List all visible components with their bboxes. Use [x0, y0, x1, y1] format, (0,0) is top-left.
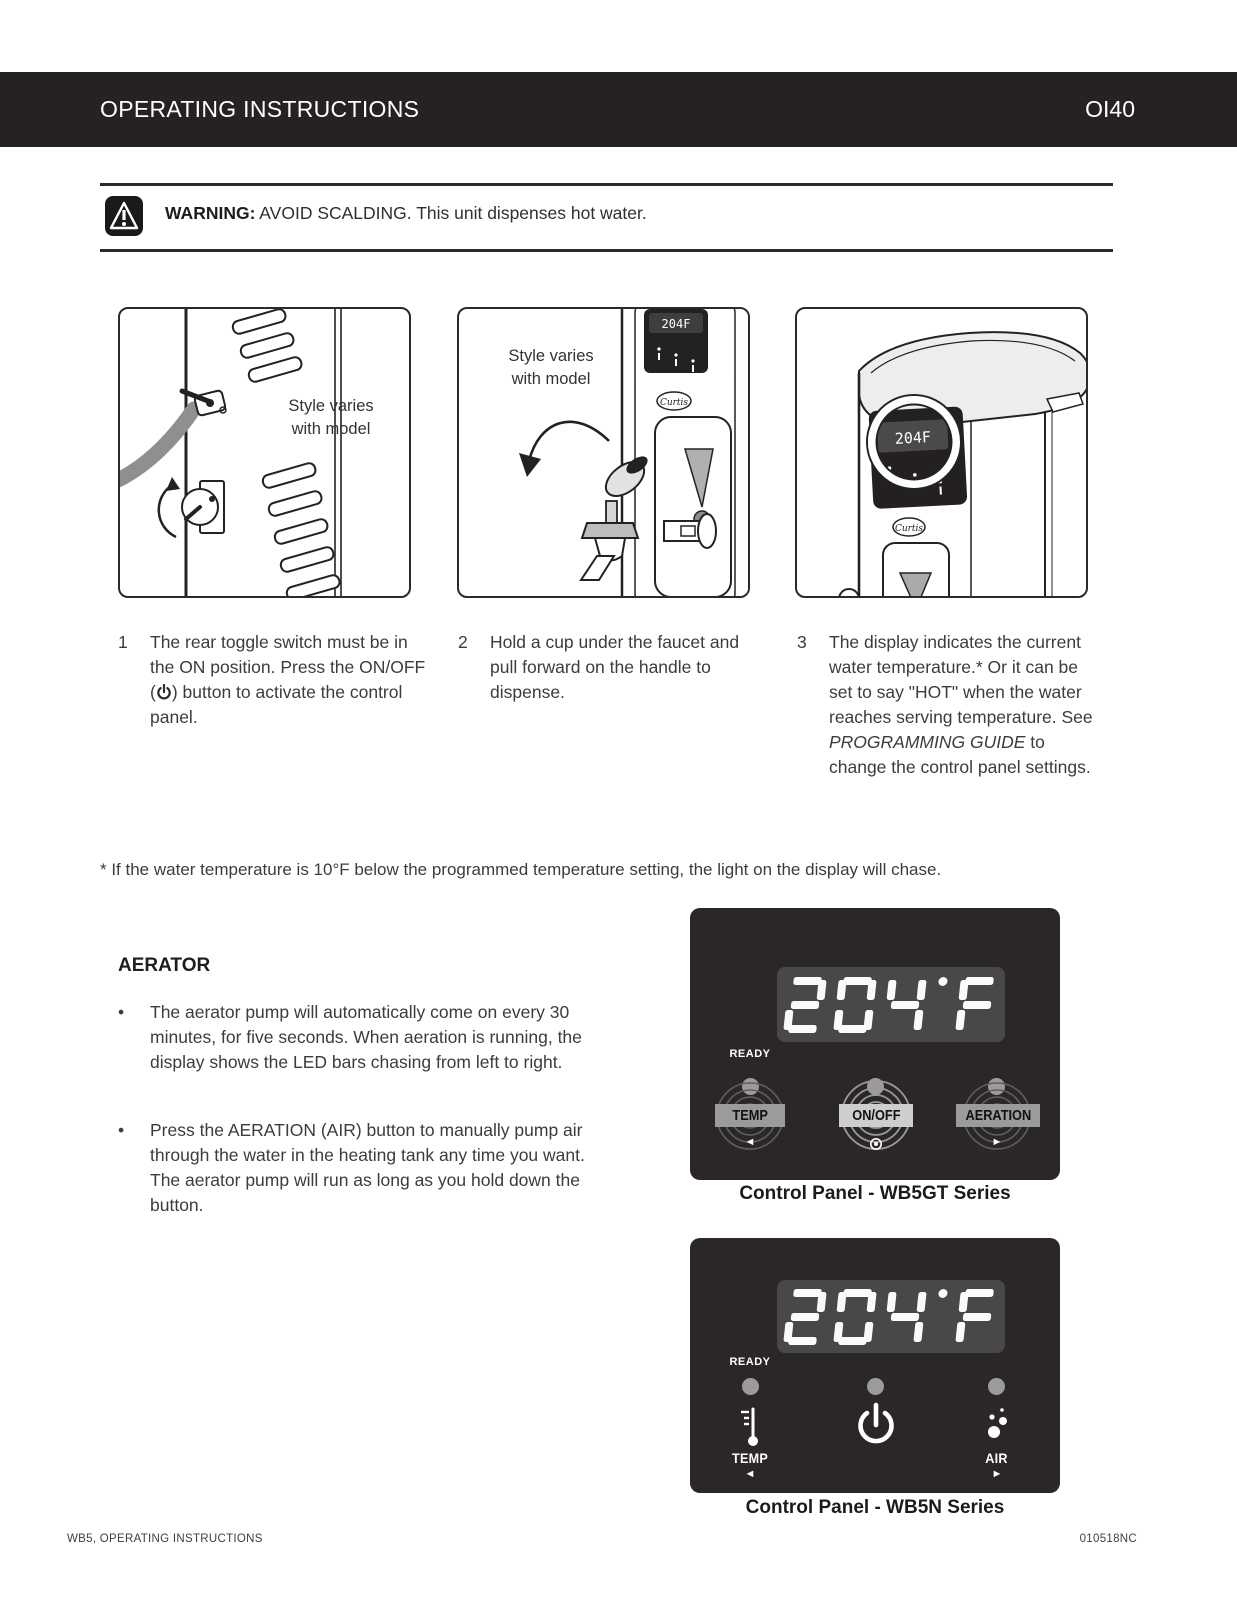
svg-text:Curtis: Curtis — [659, 398, 689, 408]
temperature-display — [777, 967, 1005, 1042]
caption-wb5gt: Control Panel - WB5GT Series — [739, 1183, 1011, 1204]
style-note-line2: with model — [511, 370, 591, 388]
mini-control-panel — [644, 309, 708, 373]
step-3: 3 The display indicates the current water temperature.* Or it can be set to say "HOT" when the water reaches serving temperature. See PROGRAMMING GUIDE to change the control panel settings. — [797, 630, 1107, 780]
seven-segment-readout — [783, 977, 999, 1033]
thermometer-icon[interactable] — [737, 1406, 763, 1448]
right-arrow-icon: ► — [991, 1136, 1003, 1148]
mini-display: 204F — [894, 427, 932, 448]
left-arrow-icon: ◄ — [744, 1136, 756, 1148]
brand-logo — [657, 392, 691, 410]
display-illustration — [797, 309, 1086, 596]
onoff-button[interactable]: ON/OFF — [839, 1104, 913, 1127]
header-bar — [0, 72, 1237, 147]
brand-logo — [893, 518, 925, 536]
temp-led — [742, 1378, 759, 1395]
power-cord — [120, 409, 194, 481]
bullet-marker: • — [118, 1002, 125, 1022]
door-panel — [655, 417, 731, 596]
warning-triangle-icon — [105, 196, 143, 241]
style-note-line1: Style varies — [288, 397, 374, 415]
seven-segment-readout — [783, 1289, 999, 1345]
step-number: 2 — [458, 632, 468, 652]
page-footer — [67, 1533, 1137, 1545]
warning-bottom-rule — [100, 249, 1113, 252]
warning-label: WARNING: — [165, 203, 256, 223]
svg-text:Curtis: Curtis — [894, 524, 924, 534]
footer-right: 010518NC — [1079, 1533, 1137, 1545]
page-title: OPERATING INSTRUCTIONS — [100, 96, 420, 122]
doc-code: OI40 — [1085, 96, 1135, 122]
warning-text: WARNING: AVOID SCALDING. This unit dispenses hot water. — [165, 203, 647, 223]
figure-rear-switch — [118, 307, 411, 598]
pull-arrow — [529, 422, 609, 461]
ready-label: READY — [729, 1048, 771, 1060]
power-icon[interactable] — [854, 1402, 898, 1450]
faucet-illustration — [459, 309, 748, 596]
temperature-display — [777, 1280, 1005, 1353]
vent-louvers-bottom — [261, 462, 340, 596]
control-panel-wb5gt — [690, 908, 1060, 1180]
temperature-footnote: * If the water temperature is 10°F below the programmed temperature setting, the light on the display will chase. — [100, 860, 942, 879]
bullet-marker: • — [118, 1120, 125, 1140]
door-panel — [883, 543, 949, 596]
aerator-bullet-1: • The aerator pump will automatically come on every 30 minutes, for five seconds. When aeration is running, the display shows the LED bars chasing from left to right. — [118, 1000, 618, 1075]
temp-label: TEMP — [731, 1450, 769, 1466]
vent-louvers-top — [231, 309, 302, 383]
step-number: 1 — [118, 632, 128, 652]
rear-switch-illustration — [120, 309, 409, 596]
style-note-line2: with model — [291, 420, 371, 438]
power-icon — [156, 684, 172, 700]
warning-top-rule — [100, 183, 1113, 186]
power-led — [867, 1378, 884, 1395]
temp-button[interactable]: TEMP — [715, 1104, 785, 1127]
footer-left: WB5, OPERATING INSTRUCTIONS — [67, 1533, 263, 1545]
air-led — [988, 1378, 1005, 1395]
left-arrow-icon: ◄ — [744, 1468, 756, 1480]
figure-display — [795, 307, 1088, 598]
target-dot-icon — [869, 1137, 883, 1151]
aerator-heading: AERATOR — [118, 955, 211, 976]
caption-wb5n: Control Panel - WB5N Series — [745, 1497, 1005, 1518]
right-arrow-icon: ► — [991, 1468, 1003, 1480]
control-panel-wb5n — [690, 1238, 1060, 1493]
air-bubbles-icon[interactable] — [985, 1404, 1011, 1444]
figure-faucet — [457, 307, 750, 598]
mini-display: 204F — [661, 317, 691, 331]
aeration-button[interactable]: AERATION — [956, 1104, 1040, 1127]
aerator-bullet-2: • Press the AERATION (AIR) button to manually pump air through the water in the heating tank any time you want. The aerator pump will run as long as you hold down the button. — [118, 1118, 618, 1218]
step-number: 3 — [797, 632, 807, 652]
ready-label: READY — [729, 1356, 771, 1368]
step-2: 2 Hold a cup under the faucet and pull forward on the handle to dispense. — [458, 630, 758, 705]
style-note-line1: Style varies — [508, 347, 594, 365]
step-1: 1 The rear toggle switch must be in the ON position. Press the ON/OFF ( ) button to activate the control panel. — [118, 630, 438, 730]
air-label: AIR — [985, 1450, 1009, 1466]
programming-guide-reference: PROGRAMMING GUIDE — [829, 732, 1026, 752]
rotary-switch — [159, 477, 224, 537]
